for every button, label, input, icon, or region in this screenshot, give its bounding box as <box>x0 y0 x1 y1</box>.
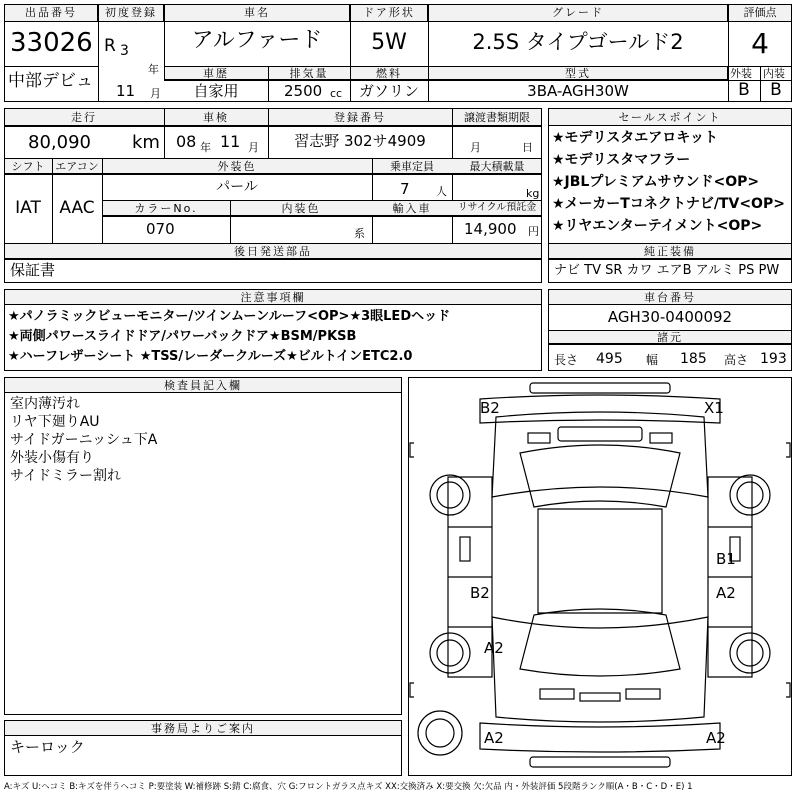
insp-month: 11 <box>220 132 241 151</box>
carname: アルファード <box>191 28 323 53</box>
history: 自家用 <box>193 82 239 100</box>
divider <box>452 108 453 243</box>
width-label: 幅 <box>646 353 659 367</box>
score-label: 評価点 <box>743 6 777 19</box>
lot-number: 33026 <box>10 28 93 58</box>
recycle: 14,900 <box>464 220 517 238</box>
notes-line: ★パノラミックビューモニター/ツインムーンルーフ<OP>★3眼LEDヘッド <box>8 309 451 324</box>
score: 4 <box>751 27 769 60</box>
fuel-label: 燃料 <box>376 67 402 80</box>
length-label: 長さ <box>554 353 579 367</box>
mileage: 80,090 <box>28 132 91 153</box>
divider <box>4 126 542 127</box>
selling-point-item: ★モデリスタエアロキット <box>552 130 718 146</box>
inspector-line: サイドミラー割れ <box>10 468 122 484</box>
equipment-label: 純正装備 <box>644 245 696 258</box>
divider <box>4 259 542 260</box>
divider <box>164 80 792 81</box>
damage-mark: A2 <box>484 729 504 747</box>
length: 495 <box>596 351 623 367</box>
inspector-line: 外装小傷有り <box>10 450 94 466</box>
mileage-unit: km <box>132 132 160 153</box>
load-unit: kg <box>526 187 540 200</box>
reg-label: 初度登録 <box>105 6 157 19</box>
month-suffix: 月 <box>150 87 161 100</box>
divider <box>548 344 792 345</box>
colorno: 070 <box>146 220 175 238</box>
inspector-line: 室内薄汚れ <box>10 396 80 412</box>
capacity-unit: 人 <box>436 185 447 198</box>
damage-mark: B2 <box>470 584 490 602</box>
divider <box>548 259 792 260</box>
inspection-label: 車検 <box>203 111 229 124</box>
office-label: 事務局よりご案内 <box>151 722 255 735</box>
model: 3BA-AGH30W <box>527 82 629 100</box>
legend-text: A:キズ U:ヘコミ B:キズを伴うヘコミ P:要塗装 W:補修跡 S:錆 C:腐食、穴 G:フロントガラス点キズ XX:交換済み X:要交換 欠:欠品 内・外装評価 5段階ランク順(A・B・C・D・E) 1 <box>4 782 693 792</box>
height-label: 高さ <box>724 353 749 367</box>
regno: 習志野 302サ4909 <box>294 132 426 150</box>
displacement-label: 排気量 <box>289 67 329 80</box>
color-label: 外装色 <box>217 160 257 173</box>
damage-mark: A2 <box>716 584 736 602</box>
shift-label: シフト <box>11 160 45 173</box>
damage-mark: A2 <box>484 639 504 657</box>
color: パール <box>216 179 258 195</box>
era: R <box>104 36 116 56</box>
recycle-label: リサイクル預託金 <box>457 202 537 213</box>
damage-mark: X1 <box>704 399 724 417</box>
chassis-value: AGH30-0400092 <box>607 308 733 326</box>
colorno-label: カラーNo. <box>134 202 198 215</box>
car-diagram <box>408 377 792 776</box>
lot-label: 出品番号 <box>25 6 77 19</box>
recycle-unit: 円 <box>528 225 539 238</box>
divider <box>4 66 98 67</box>
damage-mark: A2 <box>706 729 726 747</box>
transfer-label: 譲渡書類期限 <box>464 111 530 124</box>
ext-label: 外装 <box>730 67 752 80</box>
shift: IAT <box>15 198 41 218</box>
width: 185 <box>680 351 707 367</box>
transfer-day: 日 <box>522 141 533 154</box>
reg-month: 11 <box>116 82 136 100</box>
selling-points-label: セールスポイント <box>618 111 722 124</box>
docs-value: 保証書 <box>10 261 56 279</box>
ac-label: エアコン <box>55 160 99 173</box>
debut-text: 中部デビュ <box>8 71 93 91</box>
insp-month-suffix: 月 <box>248 141 259 154</box>
damage-mark: B2 <box>480 399 500 417</box>
int-score: B <box>770 80 782 100</box>
displacement-unit: cc <box>330 87 343 100</box>
carname-label: 車名 <box>244 6 270 19</box>
load-label: 最大積載量 <box>469 160 525 173</box>
regno-label: 登録番号 <box>334 111 386 124</box>
selling-point-item: ★メーカーTコネクトナビ/TV<OP> <box>552 196 785 212</box>
selling-point-item: ★モデリスタマフラー <box>552 152 691 168</box>
model-label: 型式 <box>565 67 591 80</box>
intcolor-label: 内装色 <box>281 202 321 215</box>
history-label: 車歴 <box>203 67 229 80</box>
intcolor-unit: 系 <box>354 227 365 240</box>
height: 193 <box>760 351 787 367</box>
transfer-month: 月 <box>470 141 481 154</box>
divider <box>268 108 269 158</box>
inspector-line: リヤ下廻りAU <box>10 414 100 430</box>
equipment-value: ナビ TV SR カワ エアB アルミ PS PW <box>554 263 780 278</box>
capacity-label: 乗車定員 <box>390 160 434 173</box>
insp-year-suffix: 年 <box>200 141 211 154</box>
fuel: ガソリン <box>358 82 419 100</box>
office-value: キーロック <box>10 738 85 756</box>
divider <box>4 174 542 175</box>
divider <box>164 108 165 158</box>
notes-label: 注意事項欄 <box>240 291 306 304</box>
insp-year: 08 <box>176 132 197 151</box>
docs-label: 後日発送部品 <box>234 245 312 258</box>
door: 5W <box>371 30 407 55</box>
grade: 2.5S タイプゴールド2 <box>472 30 684 54</box>
inspector-line: サイドガーニッシュ下A <box>10 432 158 448</box>
door-label: ドア形状 <box>363 6 415 19</box>
damage-mark: B1 <box>716 550 736 568</box>
divider <box>102 216 542 217</box>
ac: AAC <box>59 198 95 218</box>
notes-line: ★ハーフレザーシート ★TSS/レーダークルーズ★ビルトインETC2.0 <box>8 349 413 364</box>
grade-label: グレード <box>552 6 604 19</box>
mileage-label: 走行 <box>71 111 97 124</box>
year-suffix: 年 <box>148 63 159 76</box>
int-label: 内装 <box>763 67 785 80</box>
import-label: 輸入車 <box>392 202 432 215</box>
selling-point-item: ★リヤエンターテイメント<OP> <box>552 218 763 234</box>
displacement: 2500 <box>284 82 323 100</box>
notes-line: ★両側パワースライドドア/パワーバックドア★BSM/PKSB <box>8 329 357 344</box>
divider <box>230 200 231 243</box>
ext-score: B <box>738 80 750 100</box>
dims-label: 諸元 <box>657 331 683 344</box>
inspector-label: 検査員記入欄 <box>164 379 242 392</box>
selling-point-item: ★JBLプレミアムサウンド<OP> <box>552 174 760 190</box>
chassis-label: 車台番号 <box>644 291 696 304</box>
capacity: 7 <box>400 180 410 198</box>
era-year: 3 <box>120 43 129 59</box>
